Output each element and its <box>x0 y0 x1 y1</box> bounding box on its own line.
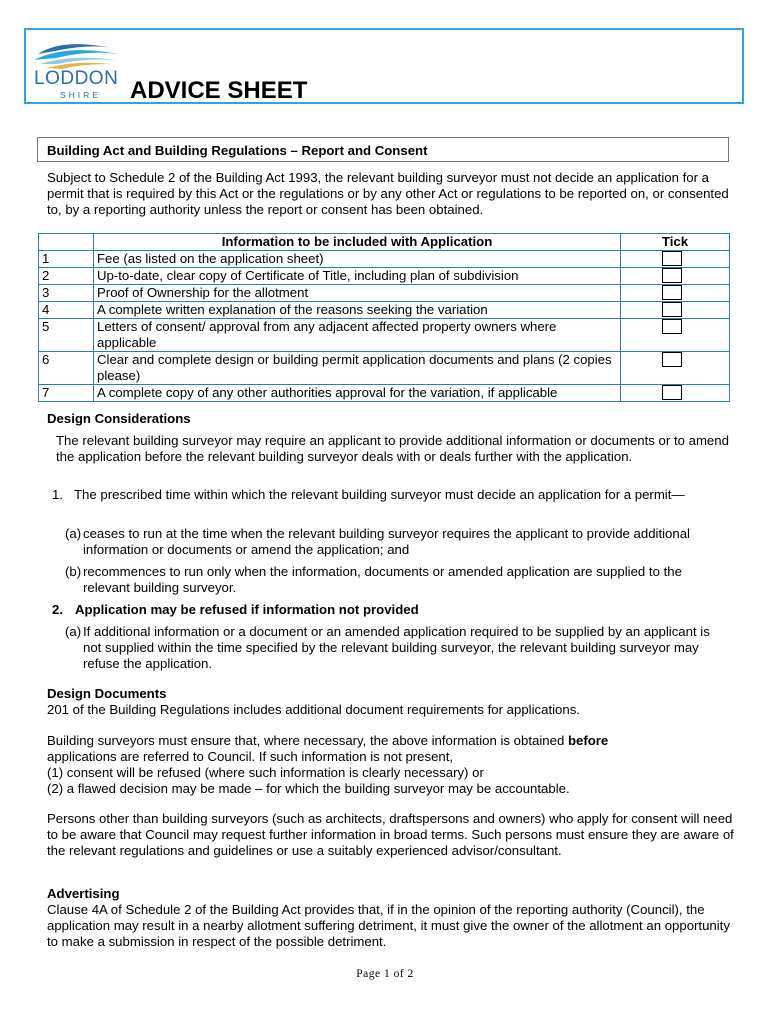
tick-cell <box>621 385 730 402</box>
row-number: 6 <box>39 352 94 385</box>
advertising-text: Clause 4A of Schedule 2 of the Building Act provides that, if in the opinion of the reporting authority (Council), the application may result in a nearby allotment suffering detriment, it must give the owner of the allotment an opportunity to make a submission in respect of the possible detriment. <box>47 902 730 949</box>
tick-cell <box>621 268 730 285</box>
section-heading-box <box>37 137 729 162</box>
tick-checkbox[interactable] <box>662 302 682 317</box>
row-number: 5 <box>39 319 94 352</box>
table-header-tick: Tick <box>621 234 730 251</box>
point-2: (2) a flawed decision may be made – for which the building surveyor may be accountable. <box>47 781 570 796</box>
logo-wordmark: LODDON <box>34 68 119 89</box>
table-row <box>39 268 730 285</box>
item1a-text: ceases to run at the time when the relevant building surveyor requires the applicant to provide additional information or documents or amend the application; and <box>83 526 690 557</box>
design-considerations-heading: Design Considerations <box>47 411 191 426</box>
design-considerations-intro: The relevant building surveyor may require an applicant to provide additional information or documents or to amend the application before the relevant building surveyor deals with or deals further with the application. <box>56 433 729 464</box>
table-row <box>39 352 730 385</box>
design-documents-para2 <box>47 733 707 765</box>
item2-number: 2. <box>52 602 63 617</box>
item1-text: The prescribed time within which the relevant building surveyor must decide an application for a permit— <box>74 487 685 502</box>
item2a-text: If additional information or a document or an amended application required to be supplied by an applicant is not supplied within the time specified by the relevant building surveyor, the relevant building surveyor may refuse the application. <box>83 624 710 671</box>
table-row <box>39 385 730 402</box>
para2-bold: before <box>567 733 609 748</box>
requirements-table <box>38 233 730 402</box>
item2a-label: (a) <box>65 624 82 639</box>
row-text: Fee (as listed on the application sheet) <box>94 251 621 268</box>
row-number: 4 <box>39 302 94 319</box>
row-text: Proof of Ownership for the allotment <box>94 285 621 302</box>
tick-checkbox[interactable] <box>662 352 682 367</box>
tick-cell <box>621 285 730 302</box>
row-number: 2 <box>39 268 94 285</box>
tick-cell <box>621 251 730 268</box>
row-text: Letters of consent/ approval from any adjacent affected property owners where applicable <box>94 319 621 352</box>
logo-subtitle: SHIRE <box>60 90 101 100</box>
page-number: Page 1 of 2 <box>356 968 414 980</box>
table-header-row <box>39 234 730 251</box>
row-text: Up-to-date, clear copy of Certificate of Title, including plan of subdivision <box>94 268 621 285</box>
row-text: A complete written explanation of the reasons seeking the variation <box>94 302 621 319</box>
tick-checkbox[interactable] <box>662 251 682 266</box>
tick-cell <box>621 352 730 385</box>
table-row <box>39 285 730 302</box>
tick-checkbox[interactable] <box>662 385 682 400</box>
row-text: Clear and complete design or building permit application documents and plans (2 copies please) <box>94 352 621 385</box>
design-documents-para3: Persons other than building surveyors (such as architects, draftspersons and owners) who apply for consent will need to be aware that Council may request further information in broad terms. Such persons must ensure they are aware of the relevant regulations and guidelines or use a suitably experienced advisor/consultant. <box>47 811 734 858</box>
table-row <box>39 319 730 352</box>
row-text: A complete copy of any other authorities approval for the variation, if applicable <box>94 385 621 402</box>
tick-checkbox[interactable] <box>662 268 682 283</box>
row-number: 7 <box>39 385 94 402</box>
tick-checkbox[interactable] <box>662 285 682 300</box>
para2-end: applications are referred to Council. If such information is not present, <box>47 749 454 764</box>
item1-number: 1. <box>52 487 63 502</box>
item1b-text: recommences to run only when the information, documents or amended application are supplied to the relevant building surveyor. <box>83 564 682 595</box>
design-documents-heading: Design Documents <box>47 686 167 701</box>
row-number: 1 <box>39 251 94 268</box>
item2-heading: Application may be refused if information not provided <box>75 602 419 617</box>
page-title: ADVICE SHEET <box>130 77 308 104</box>
row-number: 3 <box>39 285 94 302</box>
design-documents-text: 201 of the Building Regulations includes additional document requirements for applications. <box>47 702 580 717</box>
table-row <box>39 251 730 268</box>
tick-checkbox[interactable] <box>662 319 682 334</box>
table-header-num <box>39 234 94 251</box>
table-row <box>39 302 730 319</box>
section-heading: Building Act and Building Regulations – Report and Consent <box>47 143 428 158</box>
point-1: (1) consent will be refused (where such information is clearly necessary) or <box>47 765 484 780</box>
para2-start: Building surveyors must ensure that, where necessary, the above information is obtained <box>47 733 568 748</box>
advertising-heading: Advertising <box>47 886 120 901</box>
tick-cell <box>621 302 730 319</box>
item1a-label: (a) <box>65 526 82 541</box>
item1b-label: (b) <box>65 564 82 579</box>
intro-paragraph: Subject to Schedule 2 of the Building Act 1993, the relevant building surveyor must not decide an application for a permit that is required by this Act or the regulations or by any other Act or regulations to be reported on, or consented to, by a reporting authority unless the report or consent has been obtained. <box>47 170 729 217</box>
tick-cell <box>621 319 730 352</box>
table-header-info: Information to be included with Application <box>94 234 621 251</box>
